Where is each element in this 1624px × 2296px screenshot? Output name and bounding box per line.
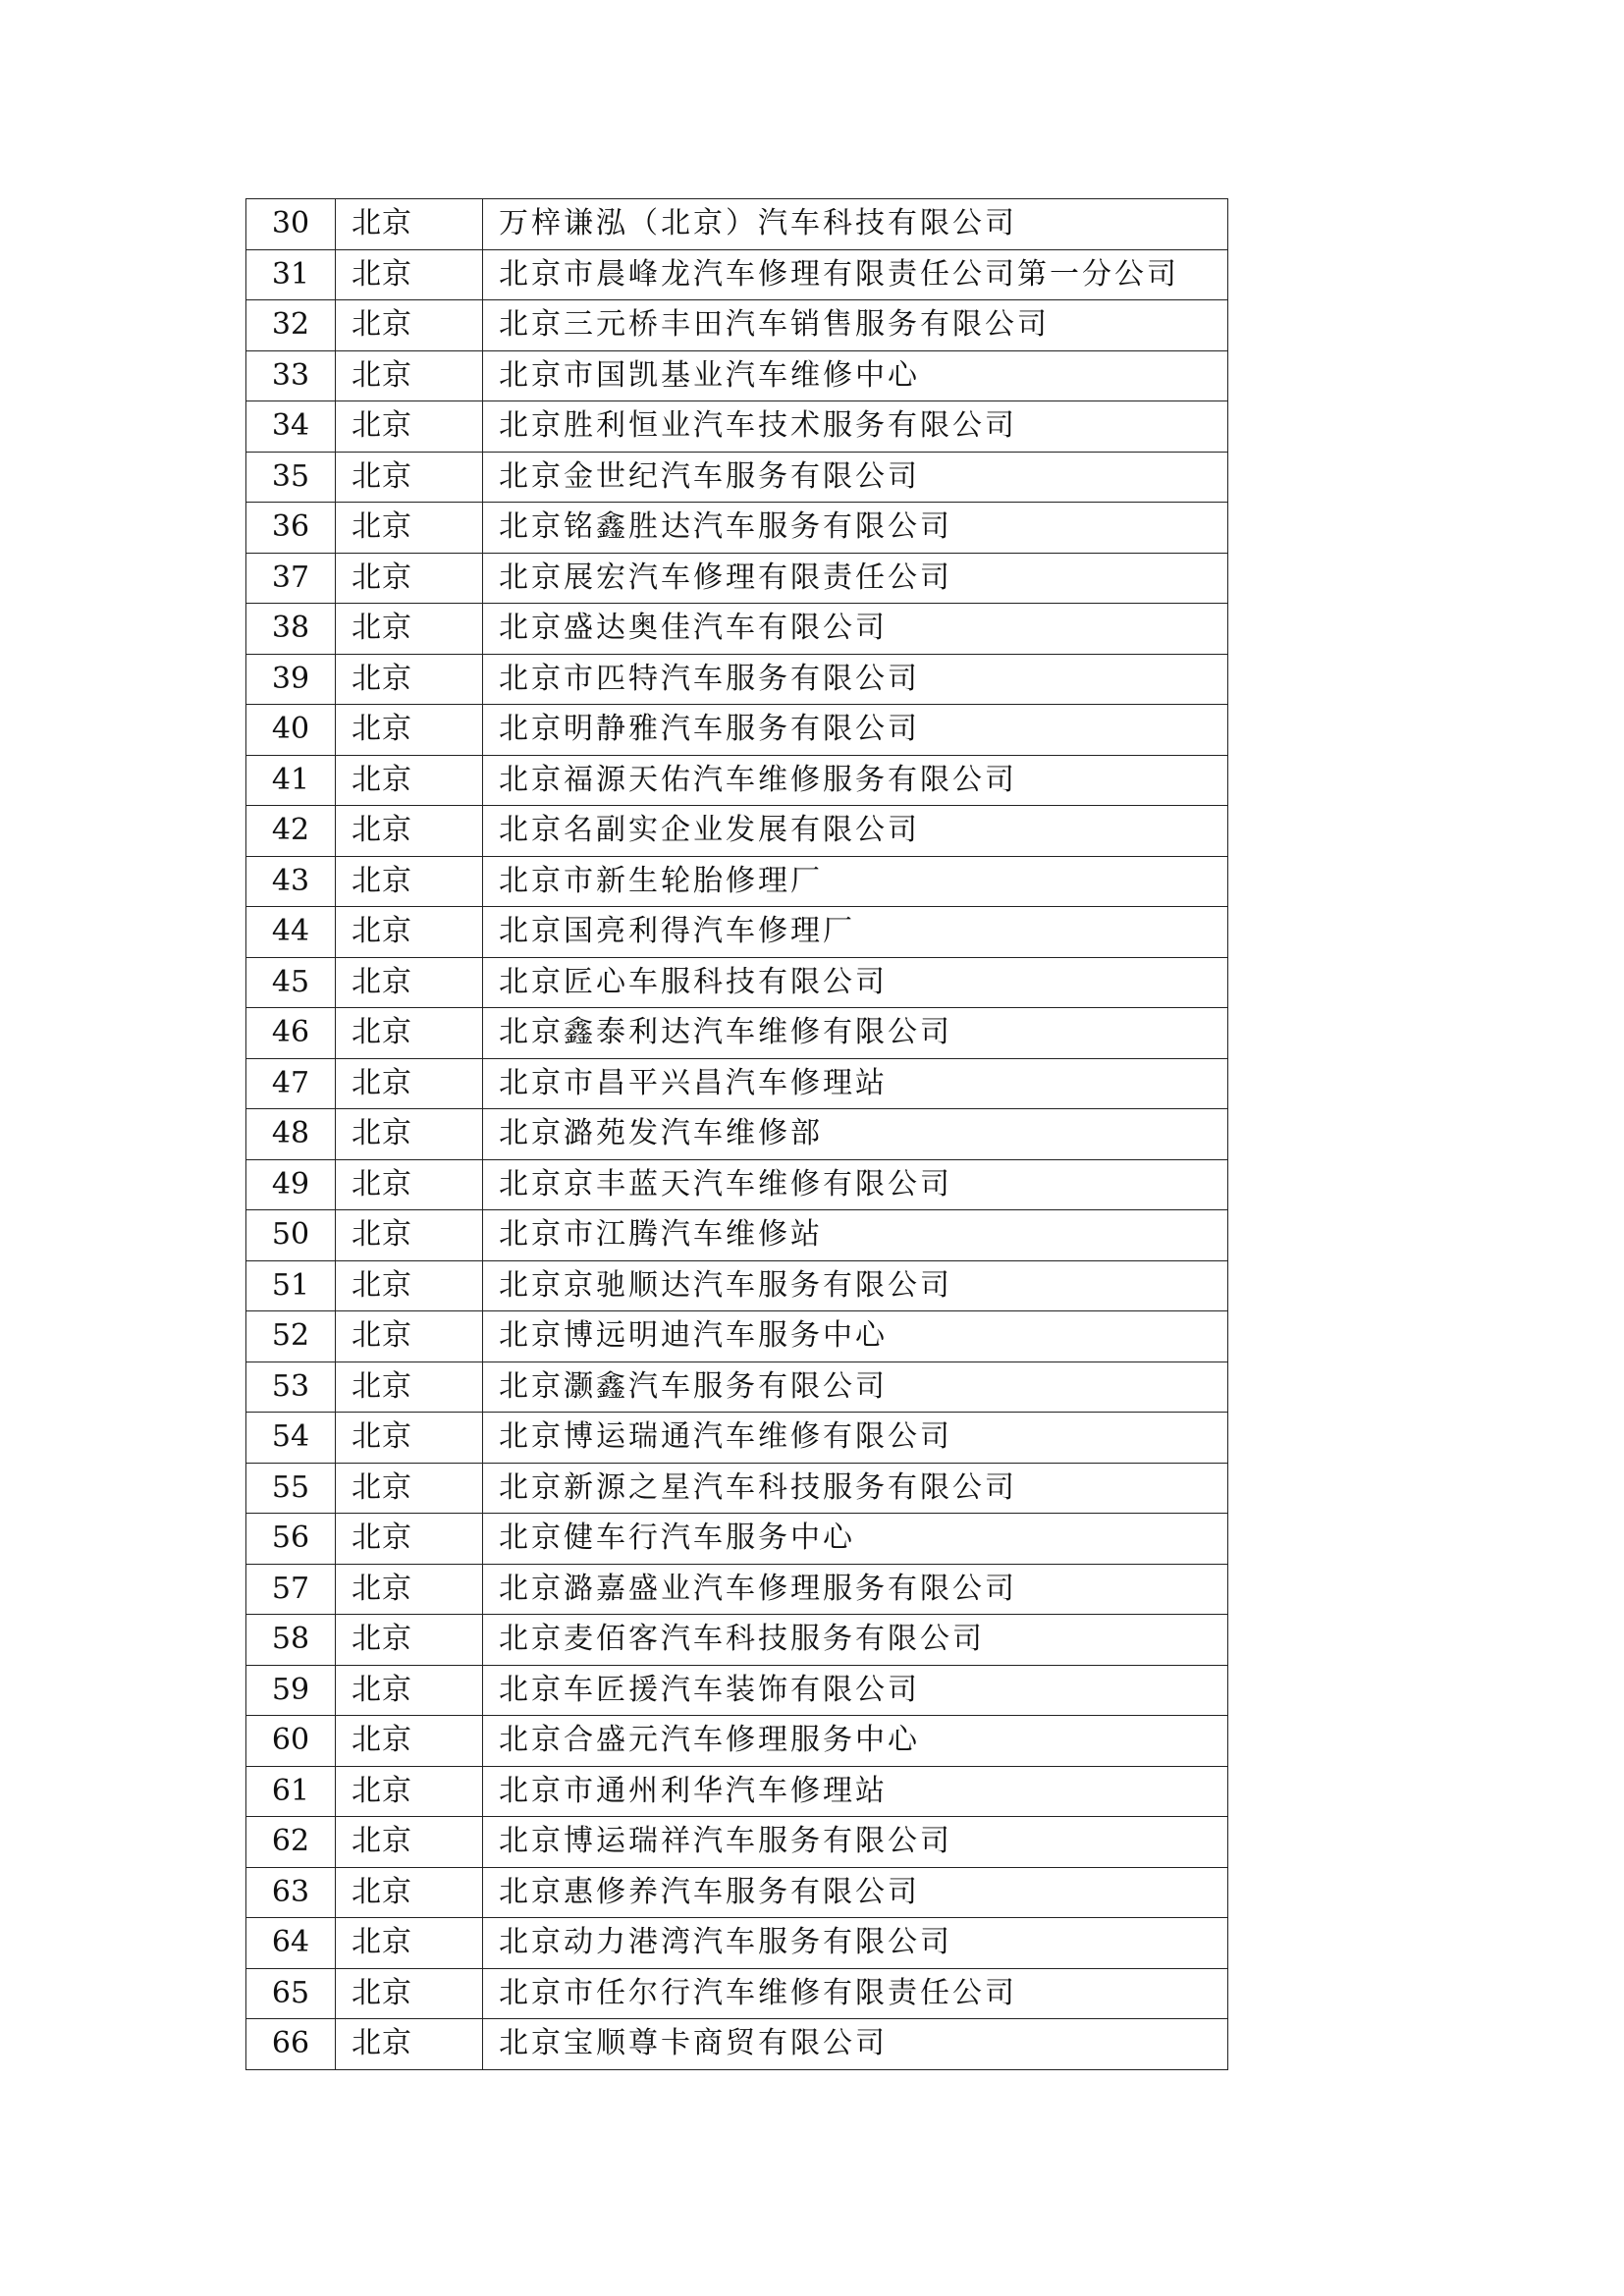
row-number-cell: 66 [246,2019,336,2070]
table-row [246,1918,1228,1969]
row-region-cell: 北京 [336,1260,483,1311]
row-company-name-cell: 北京京驰顺达汽车服务有限公司 [483,1260,1228,1311]
row-region-cell: 北京 [336,1311,483,1362]
row-number-cell: 56 [246,1514,336,1565]
row-number-cell: 43 [246,856,336,907]
row-company-name-cell: 万梓谦泓（北京）汽车科技有限公司 [483,199,1228,250]
row-region-cell: 北京 [336,1362,483,1413]
table-row [246,604,1228,655]
table-row [246,452,1228,503]
row-company-name-cell: 北京匠心车服科技有限公司 [483,957,1228,1008]
row-region-cell: 北京 [336,1817,483,1868]
table-row [246,1109,1228,1160]
row-region-cell: 北京 [336,452,483,503]
row-region-cell: 北京 [336,604,483,655]
row-number-cell: 40 [246,705,336,756]
row-region-cell: 北京 [336,755,483,806]
row-company-name-cell: 北京市国凯基业汽车维修中心 [483,350,1228,401]
table-row [246,1514,1228,1565]
row-company-name-cell: 北京合盛元汽车修理服务中心 [483,1716,1228,1767]
table-row [246,553,1228,604]
row-region-cell: 北京 [336,1008,483,1059]
row-company-name-cell: 北京健车行汽车服务中心 [483,1514,1228,1565]
table-row [246,401,1228,453]
row-company-name-cell: 北京车匠援汽车装饰有限公司 [483,1665,1228,1716]
table-row [246,1413,1228,1464]
table-row [246,1564,1228,1615]
row-number-cell: 44 [246,907,336,958]
row-company-name-cell: 北京市匹特汽车服务有限公司 [483,654,1228,705]
row-number-cell: 51 [246,1260,336,1311]
row-number-cell: 63 [246,1867,336,1918]
row-region-cell: 北京 [336,2019,483,2070]
row-region-cell: 北京 [336,1615,483,1666]
table-row [246,806,1228,857]
row-region-cell: 北京 [336,1564,483,1615]
row-number-cell: 30 [246,199,336,250]
table-row [246,1766,1228,1817]
row-region-cell: 北京 [336,1210,483,1261]
row-region-cell: 北京 [336,907,483,958]
row-company-name-cell: 北京福源天佑汽车维修服务有限公司 [483,755,1228,806]
row-region-cell: 北京 [336,1109,483,1160]
row-company-name-cell: 北京胜利恒业汽车技术服务有限公司 [483,401,1228,453]
row-company-name-cell: 北京市晨峰龙汽车修理有限责任公司第一分公司 [483,249,1228,300]
row-number-cell: 35 [246,452,336,503]
row-number-cell: 61 [246,1766,336,1817]
row-region-cell: 北京 [336,654,483,705]
table-row [246,350,1228,401]
row-company-name-cell: 北京明静雅汽车服务有限公司 [483,705,1228,756]
row-number-cell: 52 [246,1311,336,1362]
row-number-cell: 32 [246,300,336,351]
row-number-cell: 46 [246,1008,336,1059]
row-number-cell: 34 [246,401,336,453]
row-region-cell: 北京 [336,300,483,351]
row-number-cell: 65 [246,1968,336,2019]
table-row [246,755,1228,806]
row-company-name-cell: 北京新源之星汽车科技服务有限公司 [483,1463,1228,1514]
row-company-name-cell: 北京灏鑫汽车服务有限公司 [483,1362,1228,1413]
row-company-name-cell: 北京金世纪汽车服务有限公司 [483,452,1228,503]
row-company-name-cell: 北京铭鑫胜达汽车服务有限公司 [483,503,1228,554]
table-row [246,1665,1228,1716]
row-number-cell: 39 [246,654,336,705]
row-region-cell: 北京 [336,1968,483,2019]
row-number-cell: 59 [246,1665,336,1716]
row-region-cell: 北京 [336,1918,483,1969]
row-number-cell: 38 [246,604,336,655]
row-number-cell: 60 [246,1716,336,1767]
table-body [246,199,1228,2070]
row-number-cell: 58 [246,1615,336,1666]
table-row [246,1817,1228,1868]
row-company-name-cell: 北京名副实企业发展有限公司 [483,806,1228,857]
table-row [246,1210,1228,1261]
row-company-name-cell: 北京市通州利华汽车修理站 [483,1766,1228,1817]
row-number-cell: 50 [246,1210,336,1261]
row-company-name-cell: 北京麦佰客汽车科技服务有限公司 [483,1615,1228,1666]
row-number-cell: 36 [246,503,336,554]
row-region-cell: 北京 [336,1514,483,1565]
row-company-name-cell: 北京市江腾汽车维修站 [483,1210,1228,1261]
row-number-cell: 47 [246,1058,336,1109]
table-row [246,1968,1228,2019]
table-row [246,1362,1228,1413]
table-row [246,1260,1228,1311]
row-number-cell: 64 [246,1918,336,1969]
row-region-cell: 北京 [336,350,483,401]
table-row [246,503,1228,554]
row-region-cell: 北京 [336,1766,483,1817]
row-region-cell: 北京 [336,806,483,857]
row-region-cell: 北京 [336,1413,483,1464]
row-company-name-cell: 北京京丰蓝天汽车维修有限公司 [483,1159,1228,1210]
row-number-cell: 57 [246,1564,336,1615]
table-row [246,654,1228,705]
row-region-cell: 北京 [336,1665,483,1716]
row-number-cell: 42 [246,806,336,857]
table-row [246,249,1228,300]
table-row [246,1867,1228,1918]
table-row [246,1463,1228,1514]
row-company-name-cell: 北京三元桥丰田汽车销售服务有限公司 [483,300,1228,351]
row-company-name-cell: 北京博远明迪汽车服务中心 [483,1311,1228,1362]
row-region-cell: 北京 [336,503,483,554]
row-number-cell: 55 [246,1463,336,1514]
row-number-cell: 54 [246,1413,336,1464]
row-number-cell: 45 [246,957,336,1008]
row-company-name-cell: 北京博运瑞祥汽车服务有限公司 [483,1817,1228,1868]
row-number-cell: 33 [246,350,336,401]
row-company-name-cell: 北京鑫泰利达汽车维修有限公司 [483,1008,1228,1059]
table-row [246,1058,1228,1109]
row-company-name-cell: 北京宝顺尊卡商贸有限公司 [483,2019,1228,2070]
row-company-name-cell: 北京惠修养汽车服务有限公司 [483,1867,1228,1918]
row-region-cell: 北京 [336,1159,483,1210]
row-region-cell: 北京 [336,401,483,453]
table-row [246,1615,1228,1666]
table-row [246,705,1228,756]
row-region-cell: 北京 [336,856,483,907]
table-row [246,957,1228,1008]
table-row [246,856,1228,907]
table-row [246,300,1228,351]
row-company-name-cell: 北京展宏汽车修理有限责任公司 [483,553,1228,604]
row-company-name-cell: 北京盛达奥佳汽车有限公司 [483,604,1228,655]
row-number-cell: 49 [246,1159,336,1210]
row-number-cell: 31 [246,249,336,300]
row-company-name-cell: 北京市新生轮胎修理厂 [483,856,1228,907]
table-row [246,199,1228,250]
row-region-cell: 北京 [336,249,483,300]
row-number-cell: 62 [246,1817,336,1868]
row-company-name-cell: 北京市昌平兴昌汽车修理站 [483,1058,1228,1109]
row-region-cell: 北京 [336,705,483,756]
company-list-table [245,198,1228,2070]
row-number-cell: 48 [246,1109,336,1160]
row-company-name-cell: 北京潞嘉盛业汽车修理服务有限公司 [483,1564,1228,1615]
row-number-cell: 37 [246,553,336,604]
row-company-name-cell: 北京动力港湾汽车服务有限公司 [483,1918,1228,1969]
row-company-name-cell: 北京国亮利得汽车修理厂 [483,907,1228,958]
row-region-cell: 北京 [336,199,483,250]
row-region-cell: 北京 [336,1058,483,1109]
row-company-name-cell: 北京博运瑞通汽车维修有限公司 [483,1413,1228,1464]
table-row [246,1159,1228,1210]
row-region-cell: 北京 [336,1463,483,1514]
row-region-cell: 北京 [336,957,483,1008]
row-region-cell: 北京 [336,553,483,604]
row-region-cell: 北京 [336,1716,483,1767]
row-number-cell: 53 [246,1362,336,1413]
table-row [246,1716,1228,1767]
table-row [246,2019,1228,2070]
table-row [246,1311,1228,1362]
row-company-name-cell: 北京市任尔行汽车维修有限责任公司 [483,1968,1228,2019]
table-row [246,907,1228,958]
table-row [246,1008,1228,1059]
row-company-name-cell: 北京潞苑发汽车维修部 [483,1109,1228,1160]
row-number-cell: 41 [246,755,336,806]
row-region-cell: 北京 [336,1867,483,1918]
